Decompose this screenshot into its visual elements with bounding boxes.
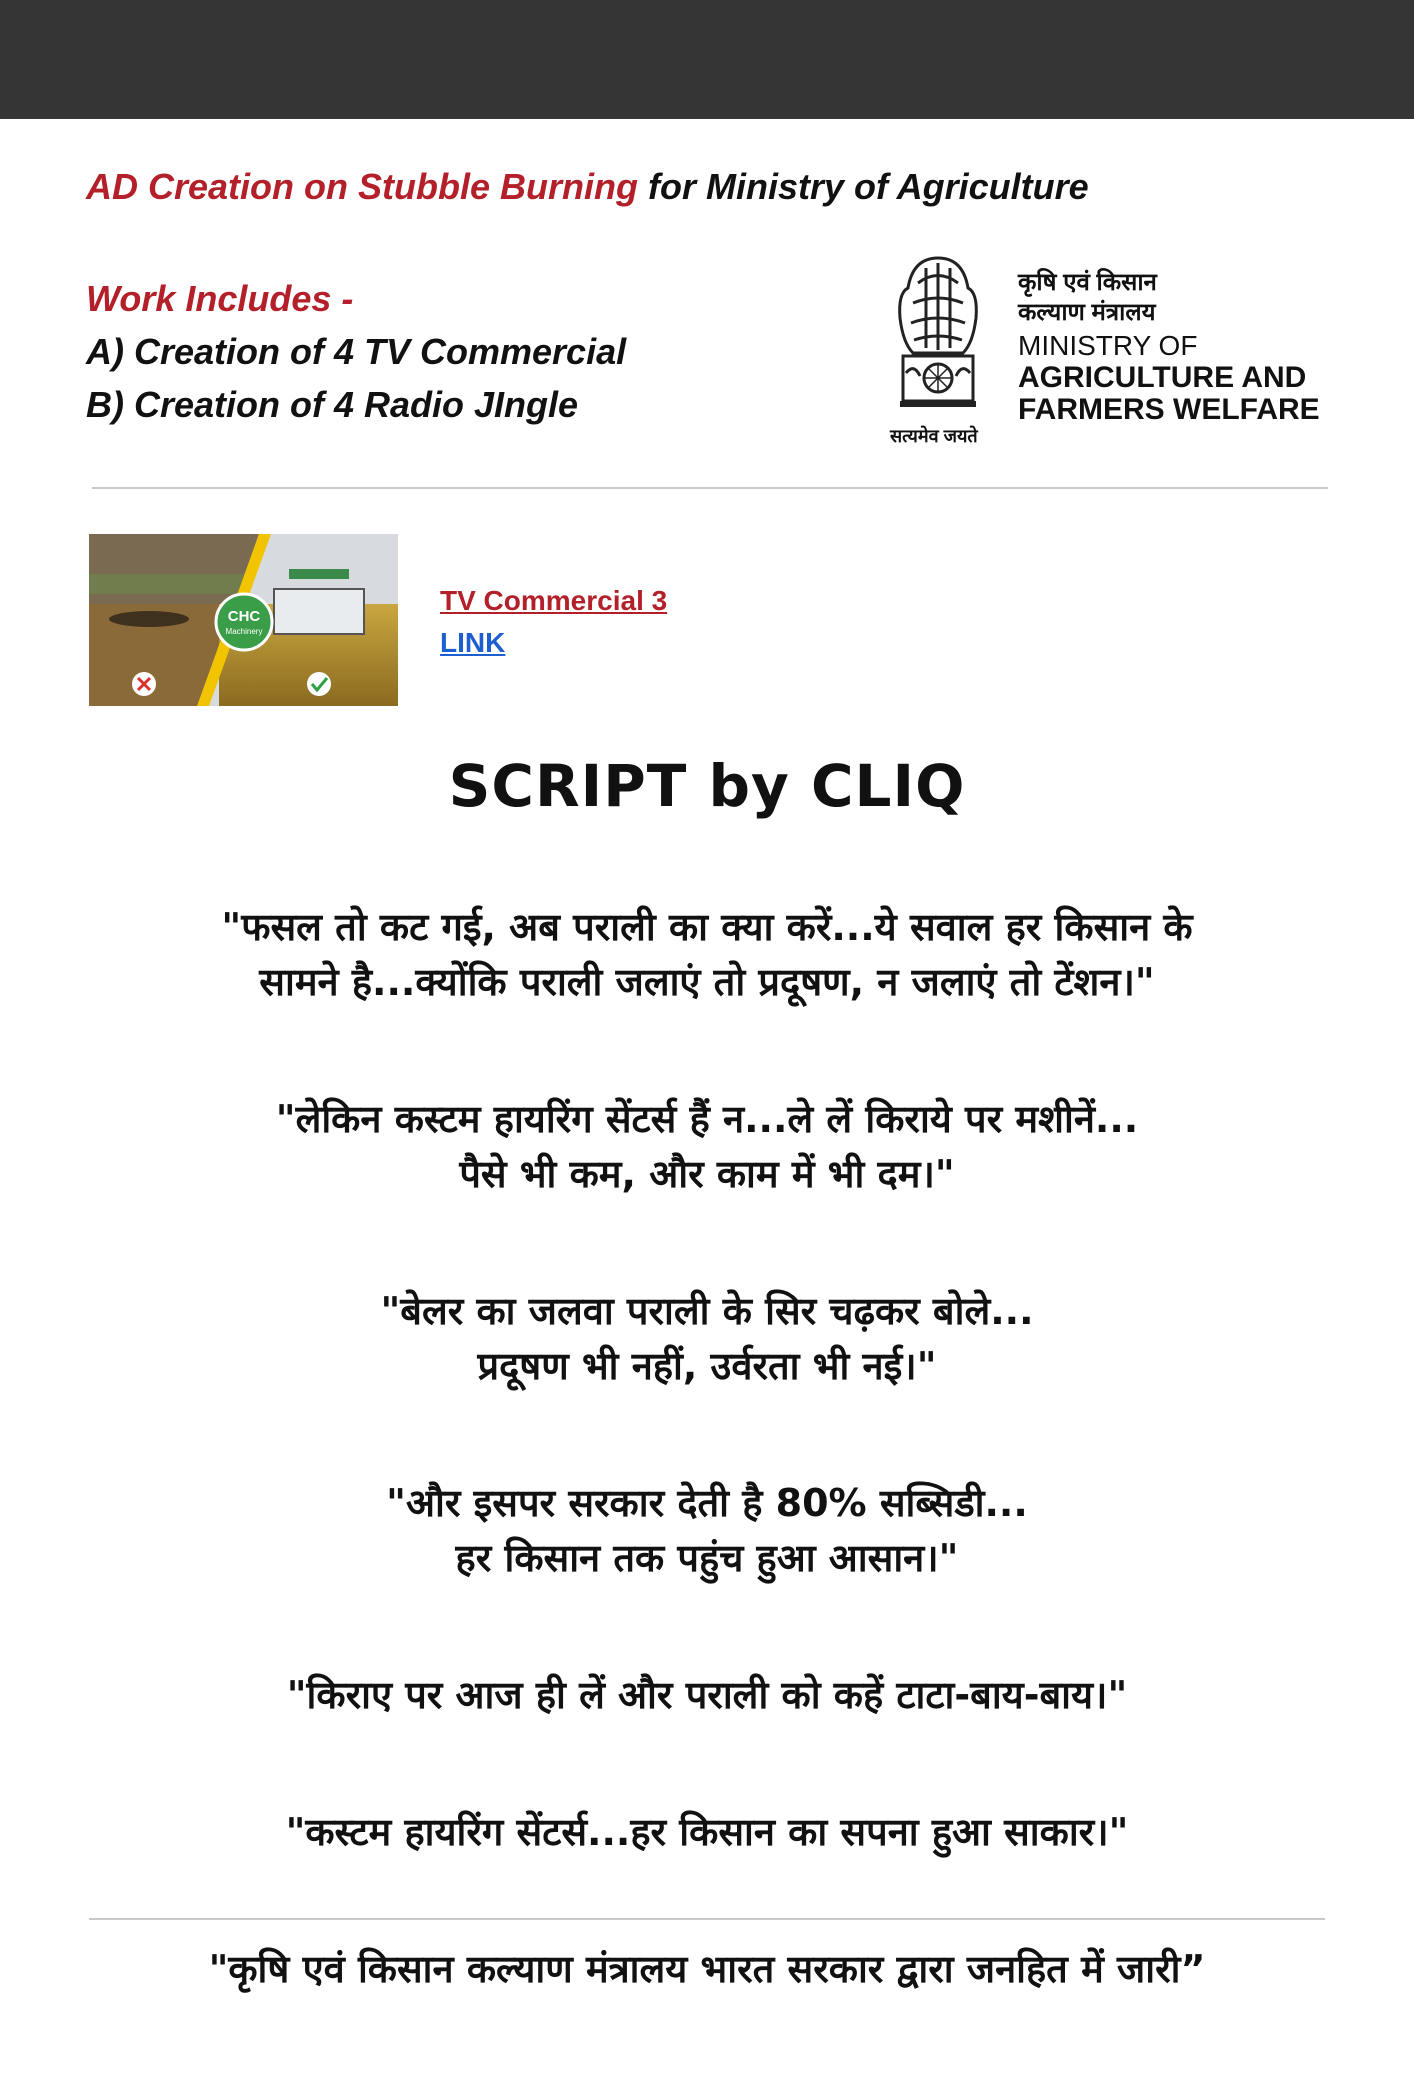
- work-includes: [86, 272, 626, 431]
- script-paragraph: [40, 1805, 1374, 1860]
- commercial-thumbnail[interactable]: [89, 534, 398, 706]
- script-line: "कृषि एवं किसान कल्याण मंत्रालय भारत सरकार द्वारा जनहित में जारी”: [208, 1947, 1206, 1991]
- script-body: [40, 900, 1374, 2079]
- title-highlight: AD Creation on Stubble Burning: [86, 166, 638, 207]
- work-item-radio: B) Creation of 4 Radio JIngle: [86, 384, 579, 425]
- page-title: [86, 166, 1089, 208]
- top-bar: [0, 0, 1414, 119]
- script-paragraph: [40, 1476, 1374, 1586]
- script-line: सामने है...क्योंकि पराली जलाएं तो प्रदूषण, न जलाएं तो टेंशन।": [259, 960, 1155, 1004]
- ministry-name-hindi-1: कृषि एवं किसान: [1018, 269, 1157, 296]
- script-line: "कस्टम हायरिंग सेंटर्स...हर किसान का सपना हुआ साकार।": [285, 1810, 1129, 1854]
- script-heading: SCRIPT by CLIQ: [448, 752, 966, 820]
- script-line: "फसल तो कट गई, अब पराली का क्या करें...ये सवाल हर किसान के: [221, 905, 1193, 949]
- script-line: पैसे भी कम, और काम में भी दम।": [459, 1152, 955, 1196]
- divider-top: [92, 487, 1328, 489]
- title-rest: for Ministry of Agriculture: [637, 166, 1089, 207]
- ministry-name-hindi-2: कल्याण मंत्रालय: [1018, 299, 1156, 326]
- ministry-name-line-2: FARMERS WELFARE: [1018, 393, 1320, 426]
- video-link[interactable]: LINK: [440, 627, 506, 658]
- script-paragraph: [40, 1092, 1374, 1202]
- work-item-tv: A) Creation of 4 TV Commercial: [86, 331, 627, 372]
- emblem-motto: सत्यमेव जयते: [890, 426, 978, 446]
- commercial-links: [440, 580, 667, 664]
- script-paragraph: [40, 1942, 1374, 1997]
- script-paragraph: [40, 1668, 1374, 1723]
- script-paragraph: [40, 900, 1374, 1010]
- tv-commercial-link[interactable]: TV Commercial 3: [440, 585, 668, 616]
- ministry-name-line-1: AGRICULTURE AND: [1018, 361, 1307, 394]
- ministry-of-label: MINISTRY OF: [1018, 330, 1198, 361]
- script-line: हर किसान तक पहुंच हुआ आसान।": [455, 1536, 959, 1580]
- script-paragraph: [40, 1284, 1374, 1394]
- work-label: Work Includes -: [86, 278, 354, 319]
- thumbnail-badge: CHC: [227, 608, 261, 625]
- script-line: "लेकिन कस्टम हायरिंग सेंटर्स हैं न...ले लें किराये पर मशीनें...: [275, 1097, 1139, 1141]
- divider-bottom: [89, 1918, 1325, 1920]
- thumbnail-badge-sub: Machinery: [225, 627, 263, 636]
- script-line: प्रदूषण भी नहीं, उर्वरता भी नई।": [477, 1344, 937, 1388]
- script-line: "और इसपर सरकार देती है 80% सब्सिडी...: [386, 1481, 1028, 1525]
- ministry-name: [1018, 268, 1320, 426]
- national-emblem-icon: [878, 248, 998, 448]
- script-line: "बेलर का जलवा पराली के सिर चढ़कर बोले...: [380, 1289, 1034, 1333]
- script-line: "किराए पर आज ही लें और पराली को कहें टाटा-बाय-बाय।": [286, 1673, 1128, 1717]
- ministry-logo: [878, 248, 1338, 448]
